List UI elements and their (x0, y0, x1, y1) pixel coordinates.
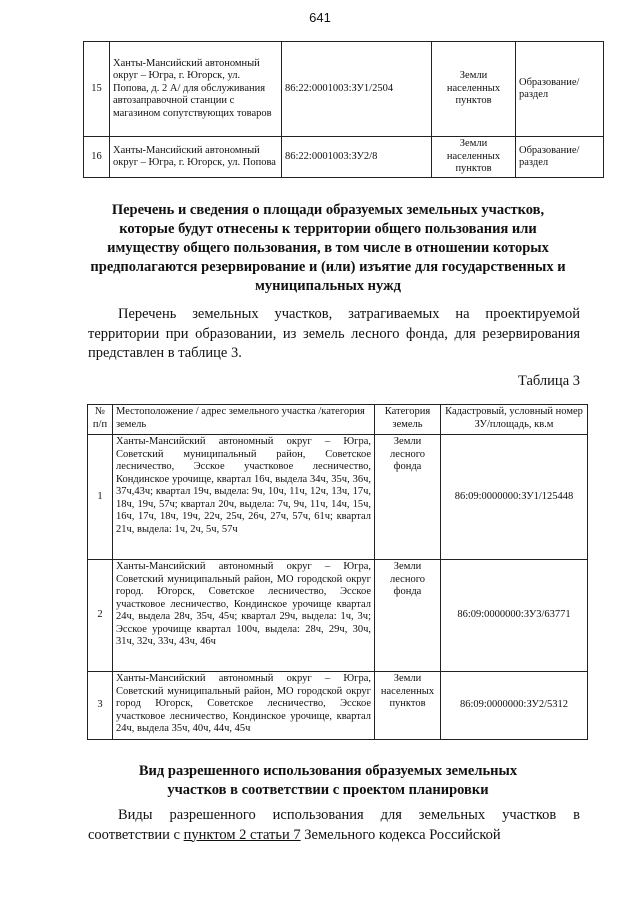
table-row (84, 42, 604, 137)
plot-location: Ханты-Мансийский автономный округ – Югра, Советский муниципальный район, МО городской округ город. Югорск, Советское лесничество, Эсское участковое лесничество, Кондинское урочище квартал 24ч, выдела 28ч, 35ч, 45ч; квартал 29ч, выдела: 1ч, 3ч; Эсское урочище квартал 100ч, выдела: 28ч, 29ч, 30ч, 31ч, 32ч, 33ч, 43ч, 46ч (113, 560, 375, 672)
land-code-article-link[interactable]: пунктом 2 статьи 7 (183, 826, 301, 843)
row-number: 15 (84, 42, 110, 137)
row-number: 1 (88, 435, 113, 560)
reserved-plots-table (87, 404, 588, 740)
table-row (88, 560, 588, 672)
table-row (88, 435, 588, 560)
cadastral-number: 86:09:0000000:ЗУ2/5312 (441, 672, 588, 740)
plot-location: Ханты-Мансийский автономный округ – Югра, Советский муниципальный район, МО городской округ город Югорск, Советское лесничество, Эсское участковое лесничество, Кондинское урочище, квартал 24ч, выдела 35ч, 40ч, 44ч, 45ч (113, 672, 375, 740)
section-heading: Перечень и сведения о площади образуемых земельных участков, которые будут отнесены к территории общего пользования или имуществу общего пользования, в том числе в отношении которых предполагаются резервирование и (или) изъятие для государственных и муниципальных нужд (90, 202, 566, 294)
row-number: 3 (88, 672, 113, 740)
paragraph-text: Земельного кодекса Российской (300, 826, 501, 843)
land-category: Земли лесного фонда (375, 560, 441, 672)
land-category: Земли лесного фонда (375, 435, 441, 560)
land-category: Земли населенных пунктов (432, 42, 516, 137)
table-row (84, 137, 604, 178)
section-heading: Вид разрешенного использования образуемых земельных участков в соответствии с проектом планировки (138, 763, 518, 798)
land-plots-table-continuation (83, 41, 604, 178)
closing-paragraph (88, 806, 580, 845)
intro-paragraph: Перечень земельных участков, затрагиваемых на проектируемой территории при образовании, из земель лесного фонда, для резервирования представлен в таблице 3. (88, 306, 580, 361)
plot-location: Ханты-Мансийский автономный округ – Югра, Советский муниципальный район, Советское лесничество, Эсское участковое лесничество, Кондинское урочище, квартал 16ч, выдела 34ч, 35ч, 36ч, 37ч,43ч; квартал 19ч, выдела: 9ч, 10ч, 11ч, 12ч, 13ч, 17ч, 18ч, 19ч, 57ч; квартал 20ч, выдела: 7ч, 9ч, 11ч, 14ч, 15ч, 16ч, 17ч, 18ч, 19ч, 22ч, 25ч, 26ч, 27ч, 57ч, 61ч; квартал 21ч, выдела: 1ч, 2ч, 5ч, 57ч (113, 435, 375, 560)
formation-method: Образование/ раздел (516, 137, 604, 178)
cadastral-number: 86:22:0001003:ЗУ2/8 (282, 137, 432, 178)
row-number: 16 (84, 137, 110, 178)
table-header-row (88, 405, 588, 435)
table-row (88, 672, 588, 740)
row-number: 2 (88, 560, 113, 672)
plot-location: Ханты-Мансийский автономный округ – Югра, г. Югорск, ул. Попова (110, 137, 282, 178)
cadastral-number: 86:09:0000000:ЗУ3/63771 (441, 560, 588, 672)
page-number: 641 (309, 10, 331, 25)
land-category: Земли населенных пунктов (432, 137, 516, 178)
header-num: № п/п (88, 405, 113, 435)
paragraph-text: Виды разрешенного использования для земельных участков в соответствии с (88, 807, 580, 843)
plot-location: Ханты-Мансийский автономный округ – Югра, г. Югорск, ул. Попова, д. 2 А/ для обслуживания автозаправочной станции с магазином сопутствующих товаров (110, 42, 282, 137)
cadastral-number: 86:22:0001003:ЗУ1/2504 (282, 42, 432, 137)
formation-method: Образование/ раздел (516, 42, 604, 137)
header-cadastral: Кадастровый, условный номер ЗУ/площадь, кв.м (441, 405, 588, 435)
header-location: Местоположение / адрес земельного участка /категория земель (113, 405, 375, 435)
land-category: Земли населенных пунктов (375, 672, 441, 740)
cadastral-number: 86:09:0000000:ЗУ1/125448 (441, 435, 588, 560)
header-category: Категория земель (375, 405, 441, 435)
table-caption: Таблица 3 (517, 373, 580, 389)
